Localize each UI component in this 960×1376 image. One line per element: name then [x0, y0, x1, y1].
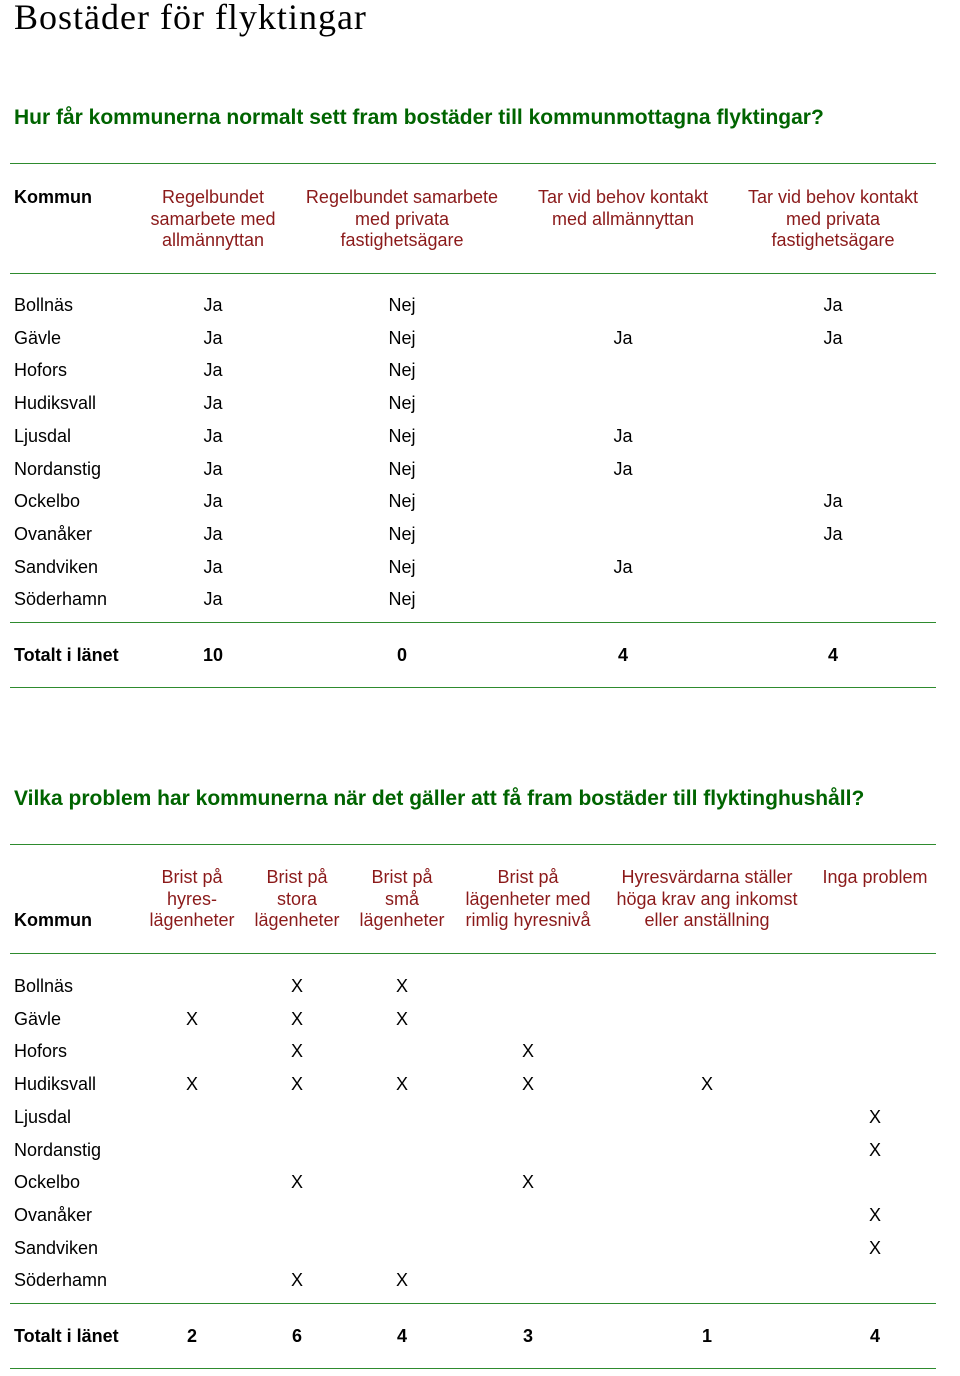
table-cell: X — [521, 1041, 535, 1062]
column-header-2-line-2: stora — [276, 888, 318, 909]
table-cell: X — [290, 1270, 304, 1291]
total-value: 6 — [291, 1326, 303, 1346]
table-cell: Ja — [823, 327, 843, 348]
column-header-3-line-2: små — [384, 888, 420, 909]
table-cell: Ja — [613, 425, 633, 446]
total-value: 4 — [617, 645, 629, 665]
row-kommun-name: Gävle — [14, 1008, 62, 1029]
table-cell: Ja — [613, 458, 633, 479]
table-cell: X — [700, 1074, 714, 1095]
total-value: 4 — [827, 645, 839, 665]
table-cell: X — [868, 1237, 882, 1258]
column-header-4-line-1: Brist på — [497, 867, 559, 887]
kommun-header: Kommun — [14, 187, 92, 207]
section2-bottom-rule — [10, 1368, 936, 1369]
column-header-3-line-2: med allmännyttan — [551, 208, 695, 229]
table-cell: Ja — [613, 327, 633, 348]
table-cell: X — [185, 1074, 199, 1095]
column-header-2-line-3: fastighetsägare — [340, 230, 464, 250]
table-cell: X — [521, 1172, 535, 1193]
row-kommun-name: Hofors — [14, 360, 68, 381]
table-cell: X — [290, 1041, 304, 1062]
row-kommun-name: Nordanstig — [14, 458, 102, 479]
table-cell: X — [395, 1074, 409, 1095]
table-cell: X — [290, 1172, 304, 1193]
row-kommun-name: Hudiksvall — [14, 393, 97, 414]
section1-header-rule — [10, 273, 936, 274]
total-value: 1 — [701, 1326, 713, 1346]
column-header-4-line-3: fastighetsägare — [771, 230, 895, 250]
table-cell: Nej — [388, 458, 416, 479]
column-header-2-line-3: lägenheter — [254, 910, 340, 930]
table-cell: Ja — [823, 523, 843, 544]
table-cell: Nej — [388, 327, 416, 348]
table-cell: X — [395, 1270, 409, 1291]
section1-body-rule — [10, 622, 936, 623]
table-cell: Ja — [203, 523, 223, 544]
column-header-1-line-3: allmännyttan — [161, 230, 265, 250]
table-cell: X — [868, 1204, 882, 1225]
section2-top-rule — [10, 844, 936, 845]
column-header-1-line-2: samarbete med — [150, 208, 276, 229]
table-cell: X — [290, 1074, 304, 1095]
total-value: 2 — [186, 1326, 198, 1346]
table-cell: Ja — [203, 295, 223, 315]
table-cell: Nej — [388, 556, 416, 577]
section1-bottom-rule — [10, 687, 936, 688]
table-cell: Ja — [203, 458, 223, 479]
table-cell: Ja — [203, 556, 223, 577]
kommun-header: Kommun — [14, 910, 92, 930]
table-cell: Nej — [388, 425, 416, 446]
table-cell: Ja — [203, 425, 223, 446]
table-cell: Nej — [388, 589, 416, 610]
row-kommun-name: Bollnäs — [14, 976, 74, 996]
row-kommun-name: Nordanstig — [14, 1139, 102, 1160]
table-cell: Ja — [203, 589, 223, 610]
row-kommun-name: Ljusdal — [14, 1106, 72, 1127]
column-header-6-line-1: Inga problem — [822, 867, 928, 887]
row-kommun-name: Sandviken — [14, 556, 99, 577]
row-kommun-name: Ockelbo — [14, 1172, 81, 1193]
row-kommun-name: Hudiksvall — [14, 1074, 97, 1095]
section2-body-rule — [10, 1303, 936, 1304]
total-label: Totalt i länet — [14, 645, 119, 665]
total-label: Totalt i länet — [14, 1326, 119, 1346]
column-header-3-line-1: Brist på — [371, 867, 433, 887]
table-cell: X — [521, 1074, 535, 1095]
column-header-1-line-1: Brist på — [161, 867, 223, 887]
total-value: 4 — [869, 1326, 881, 1346]
total-value: 10 — [202, 645, 224, 665]
table-cell: X — [395, 976, 409, 996]
column-header-2-line-1: Regelbundet samarbete — [305, 187, 499, 207]
table-cell: Ja — [203, 360, 223, 381]
table-cell: X — [290, 976, 304, 996]
table-cell: Ja — [203, 491, 223, 512]
column-header-3-line-1: Tar vid behov kontakt — [537, 187, 709, 207]
table-cell: Nej — [388, 360, 416, 381]
column-header-2-line-1: Brist på — [266, 867, 328, 887]
table-cell: X — [395, 1008, 409, 1029]
row-kommun-name: Ockelbo — [14, 491, 81, 512]
column-header-5-line-3: eller anställning — [644, 910, 770, 930]
section1-question: Hur får kommunerna normalt sett fram bostäder till kommunmottagna flyktingar? — [14, 106, 824, 129]
column-header-4-line-2: med privata — [785, 208, 881, 229]
section2-header-rule — [10, 953, 936, 954]
table-cell: X — [185, 1008, 199, 1029]
column-header-5-line-2: höga krav ang inkomst — [616, 888, 798, 909]
table-cell: Ja — [613, 556, 633, 577]
section2-question: Vilka problem har kommunerna när det gäller att få fram bostäder till flyktinghushåll? — [14, 787, 865, 810]
column-header-3-line-3: lägenheter — [359, 910, 445, 930]
row-kommun-name: Söderhamn — [14, 589, 108, 610]
row-kommun-name: Ovanåker — [14, 1204, 93, 1225]
row-kommun-name: Ljusdal — [14, 425, 72, 446]
total-value: 0 — [396, 645, 408, 665]
total-value: 4 — [396, 1326, 408, 1346]
table-cell: X — [290, 1008, 304, 1029]
total-value: 3 — [522, 1326, 534, 1346]
row-kommun-name: Hofors — [14, 1041, 68, 1062]
table-cell: Nej — [388, 491, 416, 512]
column-header-2-line-2: med privata — [354, 208, 450, 229]
column-header-1-line-1: Regelbundet — [161, 187, 265, 207]
page-title: Bostäder för flyktingar — [14, 0, 367, 37]
table-cell: Ja — [203, 393, 223, 414]
row-kommun-name: Sandviken — [14, 1237, 99, 1258]
table-cell: Ja — [823, 491, 843, 512]
row-kommun-name: Gävle — [14, 327, 62, 348]
column-header-1-line-3: lägenheter — [149, 910, 235, 930]
table-cell: X — [868, 1106, 882, 1127]
table-cell: Nej — [388, 295, 416, 315]
row-kommun-name: Söderhamn — [14, 1270, 108, 1291]
table-cell: Ja — [823, 295, 843, 315]
column-header-4-line-2: lägenheter med — [465, 888, 591, 909]
table-cell: Nej — [388, 523, 416, 544]
table-cell: X — [868, 1139, 882, 1160]
table-cell: Nej — [388, 393, 416, 414]
row-kommun-name: Bollnäs — [14, 295, 74, 315]
table-cell: Ja — [203, 327, 223, 348]
column-header-4-line-1: Tar vid behov kontakt — [747, 187, 919, 207]
column-header-1-line-2: hyres- — [166, 888, 218, 909]
row-kommun-name: Ovanåker — [14, 523, 93, 544]
column-header-4-line-3: rimlig hyresnivå — [465, 910, 591, 930]
column-header-5-line-1: Hyresvärdarna ställer — [621, 867, 793, 887]
section1-top-rule — [10, 163, 936, 164]
